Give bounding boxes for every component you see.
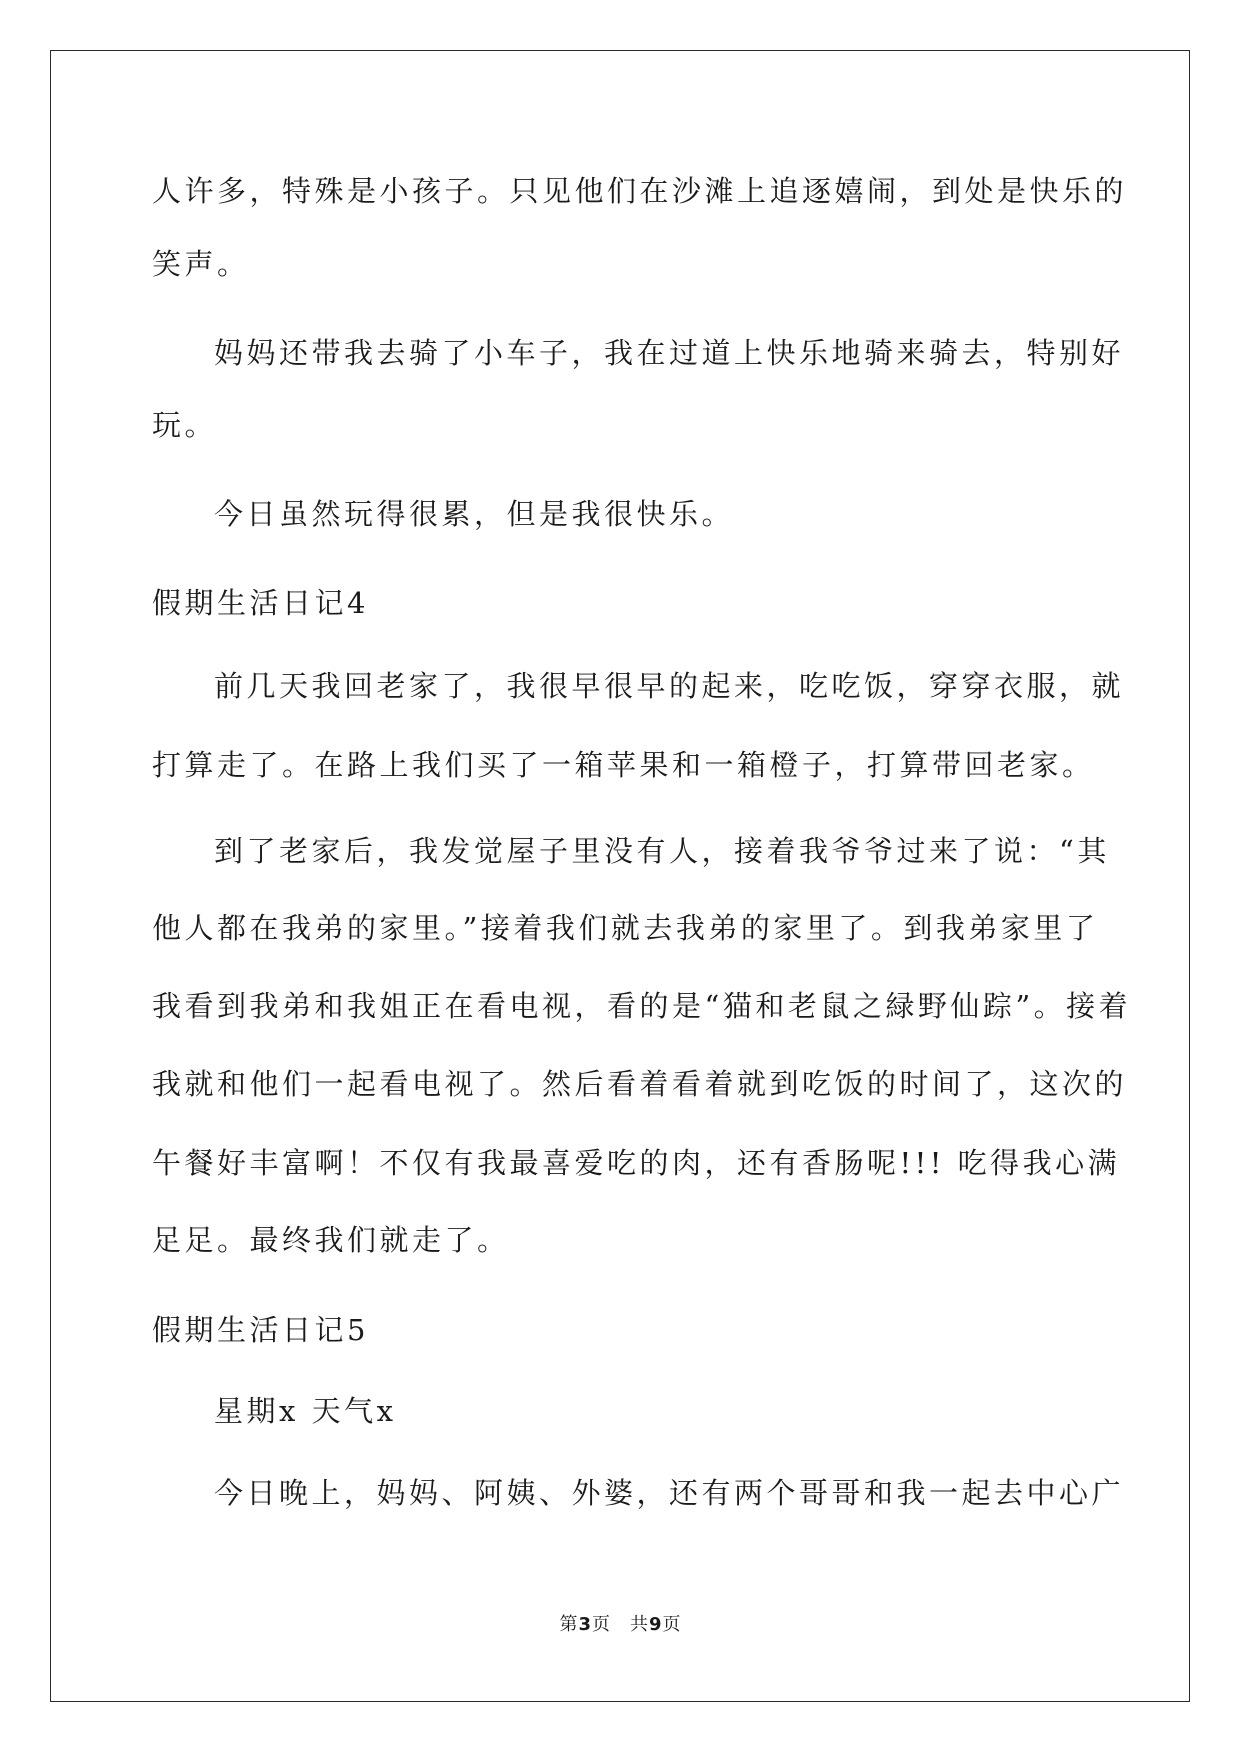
paragraph-line: 今日晚上，妈妈、阿姨、外婆，还有两个哥哥和我一起去中心广 — [214, 1476, 1125, 1510]
paragraph-line: 我就和他们一起看电视了。然后看着看着就到吃饭的时间了，这次的 — [152, 1067, 1128, 1101]
paragraph-line: 打算走了。在路上我们买了一箱苹果和一箱橙子，打算带回老家。 — [152, 748, 1095, 782]
footer-prefix: 第 — [559, 1614, 579, 1635]
current-page-number: 3 — [578, 1614, 592, 1635]
footer-mid: 页 共 — [592, 1614, 649, 1635]
page-footer — [0, 1610, 1241, 1636]
paragraph-line: 笑声。 — [152, 247, 250, 281]
paragraph-line: 今日虽然玩得很累，但是我很快乐。 — [214, 497, 735, 531]
paragraph-line: 玩。 — [152, 408, 218, 442]
paragraph-line: 我看到我弟和我姐正在看电视，看的是“猫和老鼠之緑野仙踪”。接着 — [152, 989, 1132, 1023]
paragraph-line: 妈妈还带我去骑了小车子，我在过道上快乐地骑来骑去，特别好 — [214, 336, 1125, 370]
paragraph-line: 前几天我回老家了，我很早很早的起来，吃吃饭，穿穿衣服，就 — [214, 669, 1125, 703]
paragraph-line: 午餐好丰富啊！不仅有我最喜爱吃的肉，还有香肠呢!!! 吃得我心满 — [152, 1146, 1121, 1180]
section-heading: 假期生活日记5 — [152, 1313, 369, 1347]
paragraph-line: 人许多，特殊是小孩子。只见他们在沙滩上追逐嬉闹，到处是快乐的 — [152, 174, 1128, 208]
paragraph-line: 足足。最终我们就走了。 — [152, 1223, 510, 1257]
paragraph-line: 到了老家后，我发觉屋子里没有人，接着我爷爷过来了说：“其 — [214, 834, 1110, 868]
total-page-number: 9 — [649, 1614, 663, 1635]
date-weather-line: 星期x 天气x — [214, 1394, 397, 1428]
section-heading: 假期生活日记4 — [152, 586, 369, 620]
page-border — [50, 50, 1190, 1702]
paragraph-line: 他人都在我弟的家里。”接着我们就去我弟的家里了。到我弟家里了 — [152, 911, 1099, 945]
footer-suffix: 页 — [662, 1614, 682, 1635]
